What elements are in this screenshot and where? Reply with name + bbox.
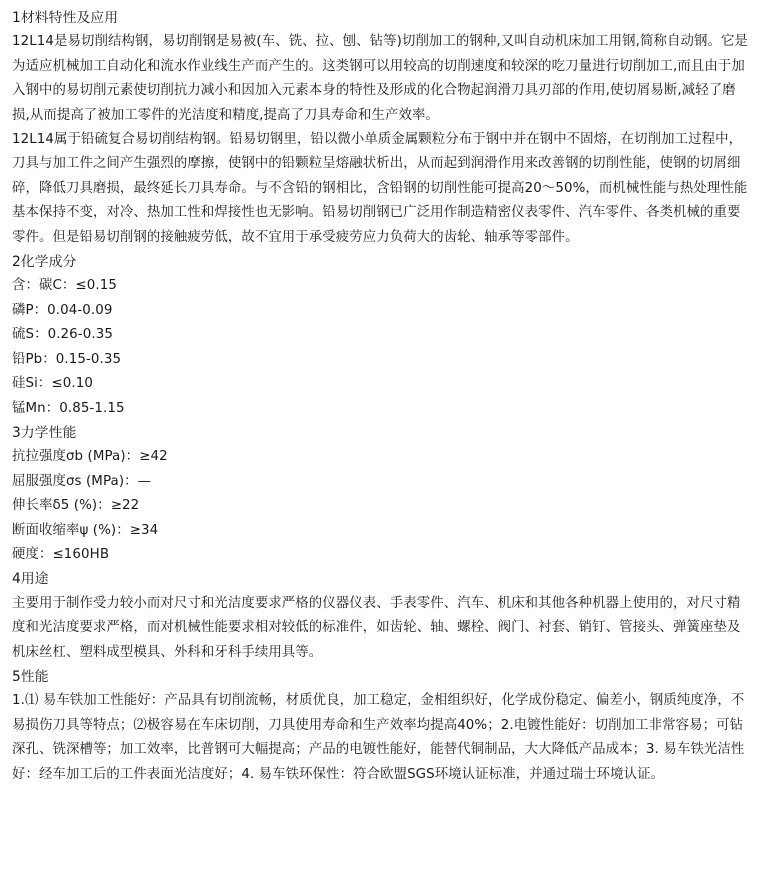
mechanical-tensile-strength: 抗拉强度σb (MPa)：≥42 xyxy=(12,449,168,465)
document xyxy=(12,6,752,787)
section-heading-performance: 5性能 xyxy=(12,668,49,685)
composition-sulfur: 硫S：0.26-0.35 xyxy=(12,327,113,343)
composition-phosphorus: 磷P：0.04-0.09 xyxy=(12,302,113,318)
mechanical-elongation: 伸长率δ5 (%)：≥22 xyxy=(12,498,140,514)
paragraph-free-cutting-steel: 12L14是易切削结构钢，易切削钢是易被(车、铣、拉、刨、钻等)切削加工的钢种,又叫自动机床加工用钢,简称自动钢。它是为适应机械加工自动化和流水作业线生产而产生的。这类钢可以用较高的切削速度和较深的吃刀量进行切削加工,而且由于加入钢中的易切削元素使切削抗力减小和因加入元素本身的特性及形成的化合物起润滑刀具刃部的作用,使切屑易断,减轻了磨损,从而提高了被加工零件的光洁度和精度,提高了刀具寿命和生产效率。 xyxy=(12,34,748,123)
section-heading-properties: 1材料特性及应用 xyxy=(12,10,119,26)
composition-manganese: 锰Mn：0.85-1.15 xyxy=(12,400,125,416)
paragraph-lead-sulfur-steel: 12L14属于铅硫复合易切削结构钢。铅易切钢里，铅以微小单质金属颗粒分布于钢中并在钢中不固熔，在切削加工过程中，刀具与加工件之间产生强烈的摩擦，使钢中的铅颗粒呈熔融状析出，从而起到润滑作用来改善钢的切削性能，使钢的切屑细碎，降低刀具磨损，最终延长刀具寿命。与不含铅的钢相比，含铅钢的切削性能可提高20～50%，而机械性能与热处理性能基本保持不变，对冷、热加工性和焊接性也无影响。铅易切削钢已广泛用作制造精密仪表零件、汽车零件、各类机械的重要零件。但是铅易切削钢的接触疲劳低，故不宜用于承受疲劳应力负荷大的齿轮、轴承等零部件。 xyxy=(12,132,748,245)
composition-silicon: 硅Si：≤0.10 xyxy=(12,376,93,392)
paragraph-performance: 1.⑴ 易车铁加工性能好：产品具有切削流畅，材质优良，加工稳定，金相组织好，化学成份稳定、偏差小，钢质纯度净，不易损伤刀具等特点；⑵极容易在车床切削，刀具使用寿命和生产效率均提高40%；2.电镀性能好：切削加工非常容易；可钻深孔、铣深槽等；加工效率，比普钢可大幅提高；产品的电镀性能好，能替代铜制品，大大降低产品成本；3. 易车铁光洁性好：经车加工后的工件表面光洁度好；4. 易车铁环保性：符合欧盟SGS环境认证标准，并通过瑞士环境认证。 xyxy=(12,693,745,782)
section-heading-composition: 2化学成分 xyxy=(12,254,77,271)
mechanical-reduction-of-area: 断面收缩率ψ (%)：≥34 xyxy=(12,522,159,538)
section-heading-mechanical: 3力学性能 xyxy=(12,424,77,441)
mechanical-yield-strength: 屈服强度σs (MPa)：— xyxy=(12,473,152,489)
paragraph-usage: 主要用于制作受力较小而对尺寸和光洁度要求严格的仪器仪表、手表零件、汽车、机床和其他各种机器上使用的，对尺寸精度和光洁度要求严格，而对机械性能要求相对较低的标准件，如齿轮、轴、螺栓、阀门、衬套、销钉、管接头、弹簧座垫及机床丝杠、塑料成型模具、外科和牙科手续用具等。 xyxy=(12,595,741,660)
composition-carbon: 含：碳C：≤0.15 xyxy=(12,278,117,294)
section-heading-usage: 4用途 xyxy=(12,571,49,588)
mechanical-hardness: 硬度：≤160HB xyxy=(12,546,110,562)
composition-lead: 铅Pb：0.15-0.35 xyxy=(12,351,122,367)
